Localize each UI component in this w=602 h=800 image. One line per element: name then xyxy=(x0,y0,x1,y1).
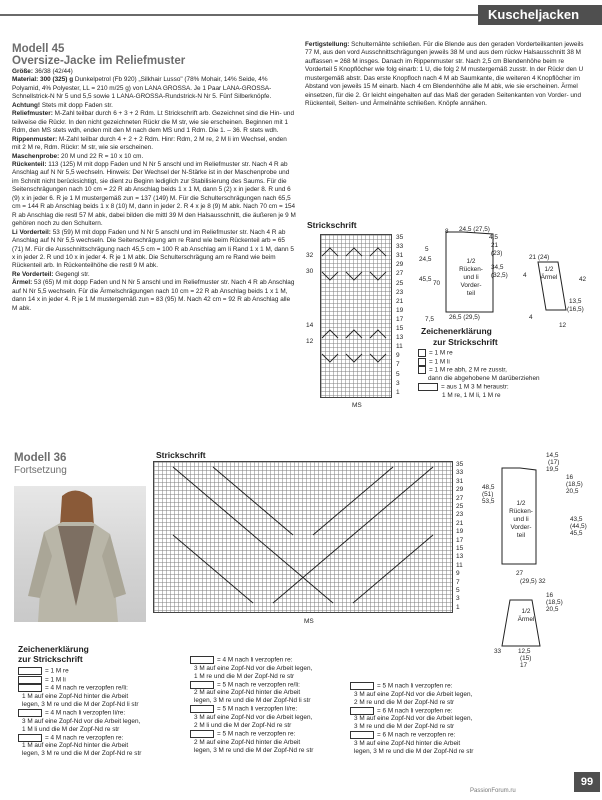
chart1-row-32: 32 xyxy=(306,252,314,259)
legend-item xyxy=(18,676,183,685)
measurement-label: (23) xyxy=(491,250,503,257)
legend2-column-2 xyxy=(190,656,350,755)
model45-instructions xyxy=(12,68,297,313)
legend-item xyxy=(350,682,500,691)
row-number: 11 xyxy=(396,343,403,351)
header-rule xyxy=(0,14,478,16)
legend-text: = 5 M nach li verzopfen li/re: xyxy=(217,706,298,714)
legend-item xyxy=(190,665,350,673)
legend-item xyxy=(190,739,350,747)
legend2-title-1: Zeichenerklärung xyxy=(18,644,89,654)
finishing-body: Schulternähte schließen. Für die Blende aus den geraden Vorderteilkanten jeweils 77 M, aus den vord Ausschnittschrägungen jeweils 38 M und aus dem rückw Halsausschnitt 38 M auffassen = 268 M insges. Danach im Rippenmuster str. Nach 2,5 cm Blendenhöhe beim re Vorderteil 5 Knopflöcher wie folg einarb: 1 U, die folg 2 M mustergemäß zusstr. In der Rückr den U mustergemäß abstr. Das erste Knopfloch nach 4 M ab Saumkante, die weiteren 4 Knopflöcher im Abstand von jeweils 15 M einarb. Nach 4 cm Blendenhöhe alle M abk, wie sie erscheinen. Ärmel einsetzen, für die 2. Gr leicht eingehalten auf das Maß der geraden Seitenkanten von Vorder- und Rückenteil, Seiten- und Ärmelnähte schließen. Knöpfe annähen. xyxy=(305,41,584,108)
label-line: Ärmel xyxy=(517,616,535,623)
measurement-label: 13,5 xyxy=(569,298,582,305)
measurement-label: 33 xyxy=(494,648,502,655)
measurement-label: 20,5 xyxy=(546,606,559,613)
legend-item xyxy=(18,709,183,718)
increase-symbol xyxy=(418,383,438,391)
paragraph-text: Gegengl str. xyxy=(55,270,90,278)
measurement-label: 17 xyxy=(520,662,528,669)
measurement-label: 42 xyxy=(579,276,587,283)
measurement-label: (32,5) xyxy=(491,272,508,279)
cable-symbol xyxy=(18,709,42,717)
finishing-text xyxy=(305,41,590,109)
measurement-label: 14,5 xyxy=(546,452,559,459)
legend1-title-1: Zeichenerklärung xyxy=(421,326,492,336)
measurement-label: 21 xyxy=(491,242,499,249)
paragraph-text: Stets mit dopp Faden str. xyxy=(41,101,113,109)
section-banner: Kuscheljacken xyxy=(478,5,602,25)
row-number: 21 xyxy=(396,297,404,305)
row-number: 27 xyxy=(456,494,464,502)
cable-symbol xyxy=(190,681,214,689)
instruction-paragraph xyxy=(12,229,297,271)
chart1-title: Strickschrift xyxy=(307,220,357,230)
chart2-ms: MS xyxy=(304,618,314,625)
paragraph-text: 36/38 (42/44) xyxy=(34,68,73,75)
legend-item xyxy=(18,750,183,758)
cable-symbol xyxy=(350,707,374,715)
legend-text: 3 M auf eine Zopf-Nd vor die Arbeit legen, xyxy=(194,714,313,722)
legend1-item xyxy=(418,383,593,392)
legend-text: 2 M re und die M der Zopf-Nd re str xyxy=(354,698,455,706)
measurement-label: 12 xyxy=(559,322,567,329)
instruction-paragraph xyxy=(12,153,297,161)
measurement-label: 12,5 xyxy=(518,648,531,655)
schema2-measures xyxy=(480,452,598,669)
legend-item xyxy=(190,705,350,714)
measurement-label: 4 xyxy=(529,314,533,321)
row-number: 3 xyxy=(396,379,400,387)
legend-text: 3 M re und die M der Zopf-Nd re str xyxy=(354,723,455,731)
row-number: 15 xyxy=(456,545,464,552)
label-line: 1/2 xyxy=(521,608,531,615)
measurement-label: 5 xyxy=(425,246,429,253)
paragraph-text: Dunkelpetrol (Fb 920) „Silkhair Lusso" (78% Mohair, 14% Seide, 4% Polyamid, 4% Polyester, LL = 210 m/25 g) von LANA GROSSA. Je 1 Paar LANA-GROSSA-Schnellstrick-N Nr 5 und 5,5 sowie 1 LANA-GROSSA-Rundstrick-N Nr 5. Fünf Silberknöpfe. xyxy=(12,76,272,101)
legend-text: legen, 3 M re und die M der Zopf-Nd li str xyxy=(22,701,139,709)
legend-text: = 1 M li xyxy=(45,676,66,684)
row-number: 21 xyxy=(456,519,464,527)
legend-item xyxy=(350,691,500,699)
legend-text: legen, 3 M re und die M der Zopf-Nd re str xyxy=(22,750,142,758)
legend1-item xyxy=(418,358,593,367)
chart1-ms: MS xyxy=(352,402,362,409)
row-number: 9 xyxy=(456,570,460,578)
paragraph-label: Li Vorderteil: xyxy=(12,228,53,236)
legend-item xyxy=(190,730,350,739)
legend1-title-2: zur Strickschrift xyxy=(433,337,498,347)
instruction-paragraph xyxy=(12,136,297,153)
measurement-label: 24,5 xyxy=(419,256,432,263)
legend1-text: dann die abgehobene M darüberziehen xyxy=(428,375,540,383)
measurement-label: 24,5 (27,5) xyxy=(459,226,490,233)
paragraph-text: 20 M und 22 R = 10 x 10 cm. xyxy=(61,152,144,160)
legend-text: 2 M auf eine Zopf-Nd hinter die Arbeit xyxy=(194,738,301,746)
legend-item xyxy=(190,747,350,755)
chart1-row-30: 30 xyxy=(306,268,314,275)
row-number: 29 xyxy=(456,486,464,494)
row-number: 7 xyxy=(456,578,460,586)
chart2-title: Strickschrift xyxy=(156,450,206,460)
schema1-measures xyxy=(419,226,595,329)
chart1-row-12: 12 xyxy=(306,338,314,345)
legend-text: = 6 M nach re verzopfen re: xyxy=(377,732,456,740)
cable-symbol xyxy=(18,734,42,742)
legend-item xyxy=(18,718,183,726)
paragraph-label: Größe: xyxy=(12,68,35,75)
page-number: 99 xyxy=(574,772,600,792)
legend-item xyxy=(18,667,183,676)
legend-text: 1 M li und die M der Zopf-Nd re str xyxy=(22,725,120,733)
legend-item xyxy=(190,673,350,681)
paragraph-label: Material: 300 (325) g xyxy=(12,76,75,84)
row-number: 31 xyxy=(396,252,404,260)
row-number: 1 xyxy=(396,388,400,396)
legend-text: = 5 M nach li verzopfen re: xyxy=(377,682,453,690)
cable-symbol xyxy=(18,676,42,684)
measurement-label: 7,5 xyxy=(425,316,434,323)
paragraph-label: Ärmel: xyxy=(12,279,35,287)
chart1-row-14: 14 xyxy=(306,322,314,329)
finishing-label: Fertigstellung: xyxy=(305,41,352,48)
model45-title: Modell 45 xyxy=(12,43,65,55)
legend1-title xyxy=(421,326,492,336)
measurement-label: 21 (24) xyxy=(529,254,550,261)
measurement-label: 19,5 xyxy=(546,466,559,473)
model45-subtitle: Oversize-Jacke im Reliefmuster xyxy=(12,55,186,67)
measurement-label: 45,5 xyxy=(570,530,583,537)
row-number: 17 xyxy=(396,315,404,323)
legend2-column-1 xyxy=(18,667,183,758)
legend1-text: = 1 M re abh, 2 M re zusstr, xyxy=(429,367,507,375)
row-number: 29 xyxy=(396,261,404,269)
legend-text: = 1 M re xyxy=(45,667,69,675)
row-number: 9 xyxy=(396,352,400,360)
paragraph-text: M-Zahl teilbar durch 4 + 2 + 2 Rdm. Hinr: Rdm, 2 M re, 2 M li im Wechsel, enden mit 2 M re, Rdm. Rückr: M str, wie sie erscheinen. xyxy=(12,135,287,152)
legend-item xyxy=(18,684,183,693)
label-line: teil xyxy=(516,532,526,539)
measurement-label: 4,5 xyxy=(489,234,498,241)
instruction-paragraph xyxy=(12,76,297,101)
legend-text: = 4 M nach li verzopfen li/re: xyxy=(45,709,126,717)
legend-item xyxy=(18,701,183,709)
legend-text: 1 M auf eine Zopf-Nd hinter die Arbeit xyxy=(22,742,129,750)
label-line: Ärmel xyxy=(540,274,558,281)
measurement-label: (44,5) xyxy=(570,523,587,530)
measurement-label: 34,5 xyxy=(491,264,504,271)
cable-symbol xyxy=(190,705,214,713)
legend-text: legen, 3 M re und die M der Zopf-Nd re str xyxy=(354,748,474,756)
paragraph-text: M-Zahl teilbar durch 6 + 3 + 2 Rdm. Lt Strickschrift arb. Gezeichnet sind die Hin- und teilweise die Rückr. In den nicht gezeichneten Rückr die M str, wie sie erscheinen. Beginnen mit 1 Rdm, den MS stets wdh, enden mit den M nach dem MS und 1 Rdm. Die 1. – 36. R stets wdh. xyxy=(12,110,295,135)
legend-text: 3 M auf eine Zopf-Nd hinter die Arbeit xyxy=(354,740,461,748)
measurement-label: (51) xyxy=(482,491,494,498)
measurement-label: 4 xyxy=(523,272,527,279)
purl-symbol xyxy=(418,358,426,366)
label-line: und li xyxy=(513,516,529,523)
legend-item xyxy=(190,722,350,730)
row-number: 33 xyxy=(396,243,404,251)
measurement-label: 53,5 xyxy=(482,498,495,505)
cable-symbol xyxy=(18,684,42,692)
paragraph-label: Rückenteil: xyxy=(12,160,49,168)
measurement-label: 16 xyxy=(546,592,554,599)
legend-text: 3 M auf eine Zopf-Nd vor die Arbeit legen, xyxy=(354,715,473,723)
legend-item xyxy=(18,742,183,750)
measurement-label: 48,5 xyxy=(482,484,495,491)
legend2-column-3 xyxy=(350,682,500,756)
row-number: 19 xyxy=(456,528,464,536)
row-number: 25 xyxy=(456,503,464,510)
legend-text: = 4 M nach re verzopfen re/li: xyxy=(45,685,128,693)
measurement-label: 27 xyxy=(516,570,524,577)
legend1-text: = 1 M re xyxy=(429,349,453,357)
row-number: 1 xyxy=(456,603,460,611)
legend-text: = 6 M nach li verzopfen re: xyxy=(377,707,453,715)
legend2-title-2: zur Strickschrift xyxy=(18,654,83,664)
instruction-paragraph xyxy=(12,68,297,76)
chart2-cable-marks xyxy=(153,461,453,613)
legend-text: 3 M auf eine Zopf-Nd vor die Arbeit legen, xyxy=(194,664,313,672)
legend-item xyxy=(190,656,350,665)
row-number: 3 xyxy=(456,595,460,603)
decrease-symbol xyxy=(418,366,426,374)
legend-item xyxy=(350,748,500,756)
row-number: 33 xyxy=(456,469,464,477)
legend1-item xyxy=(418,349,593,358)
legend-text: 3 M auf eine Zopf-Nd vor die Arbeit legen, xyxy=(22,717,141,725)
instruction-paragraph xyxy=(12,161,297,229)
label-line: 1/2 xyxy=(466,258,476,265)
cable-symbol xyxy=(350,682,374,690)
label-line: 1/2 xyxy=(544,266,554,273)
legend-text: 3 M auf eine Zopf-Nd vor die Arbeit legen, xyxy=(354,690,473,698)
legend-item xyxy=(350,715,500,723)
legend-text: legen, 3 M re und die M der Zopf-Nd li str xyxy=(194,697,311,705)
row-number: 31 xyxy=(456,477,464,485)
footer-watermark: PassionForum.ru xyxy=(470,788,516,794)
legend-item xyxy=(190,714,350,722)
legend-item xyxy=(350,723,500,731)
model36-subtitle: Fortsetzung xyxy=(14,465,67,476)
measurement-label: (18,5) xyxy=(566,481,583,488)
legend-item xyxy=(350,707,500,716)
row-number: 35 xyxy=(396,234,404,241)
legend-item xyxy=(190,689,350,697)
paragraph-label: Maschenprobe: xyxy=(12,152,62,160)
paragraph-text: 113 (125) M mit dopp Faden und N Nr 5 anschl und im Reliefmuster str. Nach 4 R ab Anschlag auf N Nr 5,5 wechseln. Hinweis: Der Wechsel der N-Stärke ist in der Maschenprobe und im Schnitt nicht berücksichtigt, sie dient zu Beginn lediglich zur Stabilisierung des Saums. Für die Seitenschrägungen nach 10 cm = 22 R ab Anschlag beids 1 x 1 M, dann 5 (2) x in jeder 8. R und 6 (9) x in jeder 6. R je 1 M mustergemäß zun = 137 (149) M. Für die Schulterschrägungen nach 65,5 cm = 144 R ab Anschlag beids 1 x 8 (10) M, dann in jeder 2. R 4 x je 8 (9) M abk. Nach 70 cm = 154 R ab Anschlag die restl 57 M abk, dabei bilden die mittl 39 M den Halsausschnitt, die äußeren je 9 M gehören noch zu den Schultern. xyxy=(12,160,296,228)
legend-text: 1 M re und die M der Zopf-Nd re str xyxy=(194,672,295,680)
legend-item xyxy=(190,697,350,705)
measurement-label: 70 xyxy=(433,280,441,287)
model-photo xyxy=(14,486,146,622)
label-line: und li xyxy=(463,274,479,281)
legend-text: = 5 M nach re verzopfen re/li: xyxy=(217,681,300,689)
measurement-label: 26,5 (29,5) xyxy=(449,314,480,321)
row-number: 13 xyxy=(456,553,464,561)
model36-title: Modell 36 xyxy=(14,452,67,464)
legend1-text: = 1 M li xyxy=(429,358,450,366)
legend1-text: 1 M re, 1 M li, 1 M re xyxy=(442,391,501,399)
measurement-label: 20,5 xyxy=(566,488,579,495)
legend-text: = 4 M nach li verzopfen re: xyxy=(217,656,293,664)
instruction-paragraph xyxy=(12,279,297,313)
legend-text: 2 M li und die M der Zopf-Nd re str xyxy=(194,722,292,730)
row-number: 35 xyxy=(456,461,464,468)
measurement-label: 8 xyxy=(445,228,449,235)
label-line: Vorder- xyxy=(510,524,532,531)
legend-item xyxy=(350,699,500,707)
row-number: 25 xyxy=(396,279,404,287)
paragraph-label: Re Vorderteil: xyxy=(12,270,56,278)
legend-text: 2 M auf eine Zopf-Nd hinter die Arbeit xyxy=(194,689,301,697)
legend-item xyxy=(18,726,183,734)
paragraph-label: Rippenmuster: xyxy=(12,135,59,143)
row-number: 5 xyxy=(456,587,460,594)
measurement-label: (29,5) 32 xyxy=(520,578,546,585)
measurement-label: 43,5 xyxy=(570,516,583,523)
paragraph-label: Reliefmuster: xyxy=(12,110,55,118)
row-number: 13 xyxy=(396,334,404,342)
legend-text: = 5 M nach re verzopfen re: xyxy=(217,730,296,738)
cable-symbol xyxy=(18,667,42,675)
label-line: Rücken- xyxy=(459,266,483,273)
row-number: 27 xyxy=(396,270,404,278)
measurement-label: 45,5 xyxy=(419,276,432,283)
measurement-label: (18,5) xyxy=(546,599,563,606)
legend1-item xyxy=(418,366,593,375)
row-number: 11 xyxy=(456,561,463,569)
legend-item xyxy=(350,731,500,740)
row-number: 19 xyxy=(396,306,404,314)
legend-text: 1 M auf eine Zopf-Nd hinter die Arbeit xyxy=(22,693,129,701)
measurement-label: 16 xyxy=(566,474,574,481)
legend-item xyxy=(350,740,500,748)
legend1-text: = aus 1 M 3 M heraustr: xyxy=(441,383,509,391)
label-line: teil xyxy=(466,290,476,297)
row-number: 15 xyxy=(396,325,404,332)
chart1-cable-marks xyxy=(320,234,392,398)
paragraph-text: 53 (65) M mit dopp Faden und N Nr 5 anschl und im Reliefmuster str. Nach 4 R ab Anschlag auf N Nr 5,5 wechseln. Für die Ärmelschrägungen nach 10 cm = 22 R ab Anschlag beids 1 x 1 M, dann 14 x in jeder 4. R je 1 M mustergemäß zun = 83 (95) M. Nach 42 cm = 92 R ab Anschlag alle M abk. xyxy=(12,279,295,312)
knit-symbol xyxy=(418,349,426,357)
legend-text: = 4 M nach re verzopfen re: xyxy=(45,734,124,742)
cable-symbol xyxy=(350,731,374,739)
cable-symbol xyxy=(190,730,214,738)
label-line: Vorder- xyxy=(460,282,482,289)
legend-item xyxy=(18,734,183,743)
cable-symbol xyxy=(190,656,214,664)
model-photo-figure xyxy=(14,486,146,622)
paragraph-text: 53 (59) M mit dopp Faden und N Nr 5 anschl und im Reliefmuster str. Nach 4 R ab Anschlag auf N Nr 5,5 wechseln. Die Seitenschrägung am re Rand wie beim Rückenteil arb = 65 (71) M. Für die Ausschnittschrägung nach 45,5 cm = 100 R ab Anschlag am li Rand 1 x 1 M, dann 5 x in jeder 2. R und 10 x in jeder 4. R je 1 M abk. Die Schulterschrägung am re Rand wie beim Rückenteil arb. In Rückenteilhöhe die restl 9 M abk. xyxy=(12,228,294,270)
legend1-items xyxy=(418,349,593,400)
label-line: Rücken- xyxy=(509,508,533,515)
row-number: 17 xyxy=(456,536,464,544)
instruction-paragraph xyxy=(12,102,297,110)
label-line: 1/2 xyxy=(516,500,526,507)
measurement-label: (16,5) xyxy=(567,306,584,313)
row-number: 23 xyxy=(456,511,464,519)
row-number: 5 xyxy=(396,370,400,378)
row-number: 7 xyxy=(396,361,400,369)
legend-item xyxy=(190,681,350,690)
measurement-label: (15) xyxy=(520,655,532,662)
legend-item xyxy=(18,693,183,701)
instruction-paragraph xyxy=(12,110,297,135)
paragraph-label: Achtung! xyxy=(12,101,42,109)
measurement-label: (17) xyxy=(548,459,560,466)
row-number: 23 xyxy=(396,288,404,296)
legend-text: legen, 3 M re und die M der Zopf-Nd re str xyxy=(194,746,314,754)
